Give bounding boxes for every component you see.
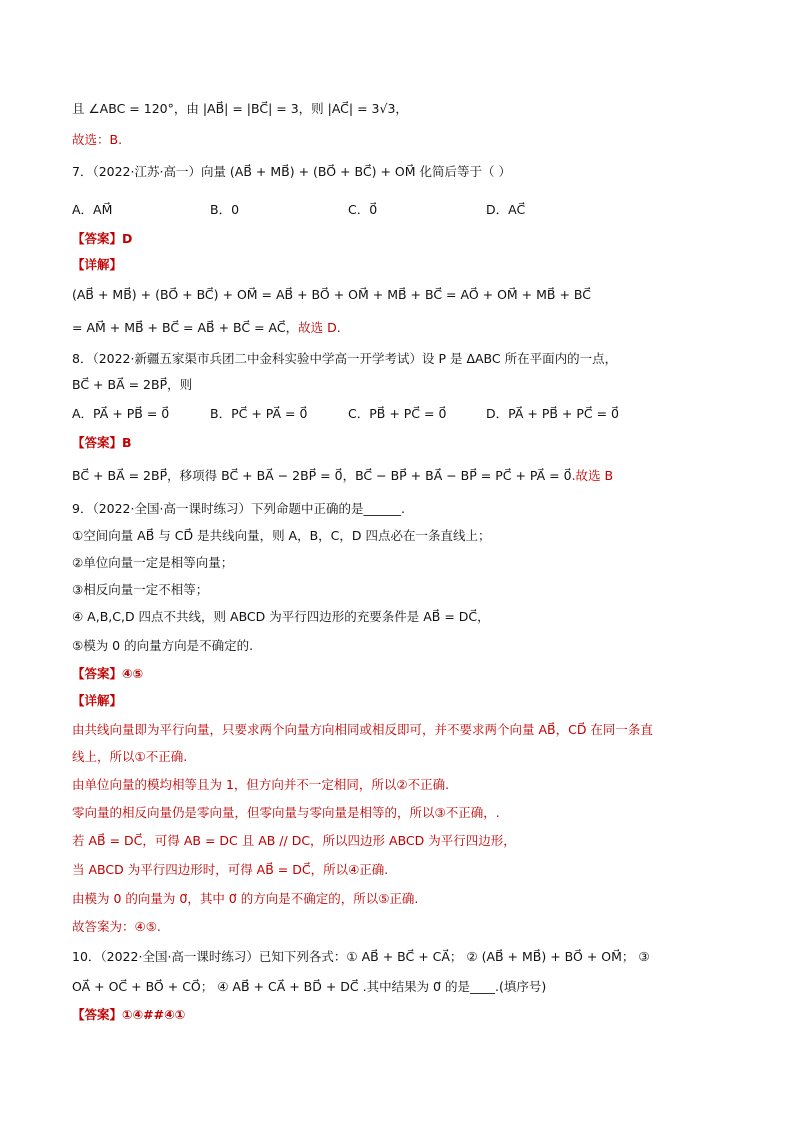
math-expression: = AM⃗ + MB⃗ + BC⃗ = AB⃗ + BC⃗ = AC⃗， <box>72 320 299 335</box>
answer-choice-text: 故选 D. <box>298 320 341 335</box>
math-expression: BC⃗ + BA⃗ = 2BP⃗，移项得 BC⃗ + BA⃗ − 2BP⃗ = 0⃗，BC⃗ − BP⃗ + BA⃗ − BP⃗ = PC⃗ + PA⃗ = 0⃗ <box>72 468 572 483</box>
q9-detail-line: 若 AB⃗ = DC⃗，可得 AB = DC 且 AB // DC，所以四边形 ABCD 为平行四边形， <box>72 833 516 848</box>
q9-statement: ④ A,B,C,D 四点不共线，则 ABCD 为平行四边形的充要条件是 AB⃗ = DC⃗， <box>72 609 490 624</box>
answer-label: 【答案】 <box>72 435 123 450</box>
answer-choice-text: .故选 B <box>571 468 614 483</box>
question-8-cont: BC⃗ + BA⃗ = 2BP⃗，则 <box>72 377 193 392</box>
answer-label: 【答案】 <box>72 666 123 681</box>
q9-detail-line: 故答案为：④⑤. <box>72 919 161 934</box>
q9-detail-line: 当 ABCD 为平行四边形时，可得 AB⃗ = DC⃗，所以④正确. <box>72 862 389 877</box>
answer-value: ④⑤ <box>122 666 144 681</box>
q9-detail-line: 线上，所以①不正确. <box>72 749 188 764</box>
detail-label: 【详解】 <box>72 257 123 272</box>
answer-line <box>72 230 132 248</box>
q9-statement: ①空间向量 AB⃗ 与 CD⃗ 是共线向量，则 A，B，C，D 四点必在一条直线上； <box>72 528 491 543</box>
detail-label: 【详解】 <box>72 693 123 708</box>
question-9: 9．（2022·全国·高一课时练习）下列命题中正确的是______. <box>72 501 405 516</box>
q7-detail-line <box>72 319 341 337</box>
answer-line <box>72 434 132 452</box>
option-b: B．PC⃗ + PA⃗ = 0⃗ <box>210 406 308 421</box>
option-a: A．AM⃗ <box>72 202 113 217</box>
q9-detail-line: 零向量的相反向量仍是零向量，但零向量与零向量是相等的，所以③不正确，. <box>72 805 500 820</box>
answer-label: 【答案】 <box>72 231 123 246</box>
option-d: D．PA⃗ + PB⃗ + PC⃗ = 0⃗ <box>486 406 620 421</box>
answer-value: D <box>122 231 133 246</box>
q9-detail-line: 由单位向量的模均相等且为 1，但方向并不一定相同，所以②不正确. <box>72 777 450 792</box>
q8-options <box>72 405 752 423</box>
q7-detail-line: (AB⃗ + MB⃗) + (BO⃗ + BC⃗) + OM⃗ = AB⃗ + BO⃗ + OM⃗ + MB⃗ + BC⃗ = AO⃗ + OM⃗ + MB⃗ + BC⃗ <box>72 287 591 302</box>
option-c: C．PB⃗ + PC⃗ = 0⃗ <box>348 406 447 421</box>
q7-options <box>72 201 752 219</box>
answer-label: 【答案】 <box>72 1007 123 1022</box>
answer-choice-text: 故选：B. <box>72 132 123 147</box>
answer-value: ①④##④① <box>122 1007 186 1022</box>
q9-statement: ③相反向量一定不相等； <box>72 582 209 597</box>
option-c: C．0⃗ <box>348 202 378 217</box>
answer-line <box>72 1006 185 1024</box>
q9-statement: ②单位向量一定是相等向量； <box>72 555 234 570</box>
answer-value: B <box>122 435 132 450</box>
option-d: D．AC⃗ <box>486 202 526 217</box>
q9-detail-line: 由共线向量即为平行向量，只要求两个向量方向相同或相反即可，并不要求两个向量 AB⃗，CD⃗ 在同一条直 <box>72 722 653 737</box>
q9-detail-line: 由模为 0 的向量为 0⃗，其中 0⃗ 的方向是不确定的，所以⑤正确. <box>72 891 419 906</box>
question-10: 10．（2022·全国·高一课时练习）已知下列各式：① AB⃗ + BC⃗ + CA⃗； ② (AB⃗ + MB⃗) + BO⃗ + OM⃗； ③ <box>72 949 650 964</box>
text-line: 且 ∠ABC = 120°，由 |AB⃗| = |BC⃗| = 3，则 |AC⃗| = 3√3， <box>72 101 408 116</box>
answer-line <box>72 665 143 683</box>
q9-statement: ⑤模为 0 的向量方向是不确定的. <box>72 638 254 653</box>
question-8: 8．（2022·新疆五家渠市兵团二中金科实验中学高一开学考试）设 P 是 ΔABC 所在平面内的一点， <box>72 351 618 366</box>
option-b: B．0 <box>210 202 240 217</box>
option-a: A．PA⃗ + PB⃗ = 0⃗ <box>72 406 170 421</box>
q8-detail-line <box>72 467 613 485</box>
question-7: 7．（2022·江苏·高一）向量 (AB⃗ + MB⃗) + (BO⃗ + BC⃗) + OM⃗ 化简后等于（ ） <box>72 164 511 179</box>
question-10-cont: OA⃗ + OC⃗ + BO⃗ + CO⃗； ④ AB⃗ + CA⃗ + BD⃗ + DC⃗ .其中结果为 0⃗ 的是____.(填序号) <box>72 979 547 994</box>
